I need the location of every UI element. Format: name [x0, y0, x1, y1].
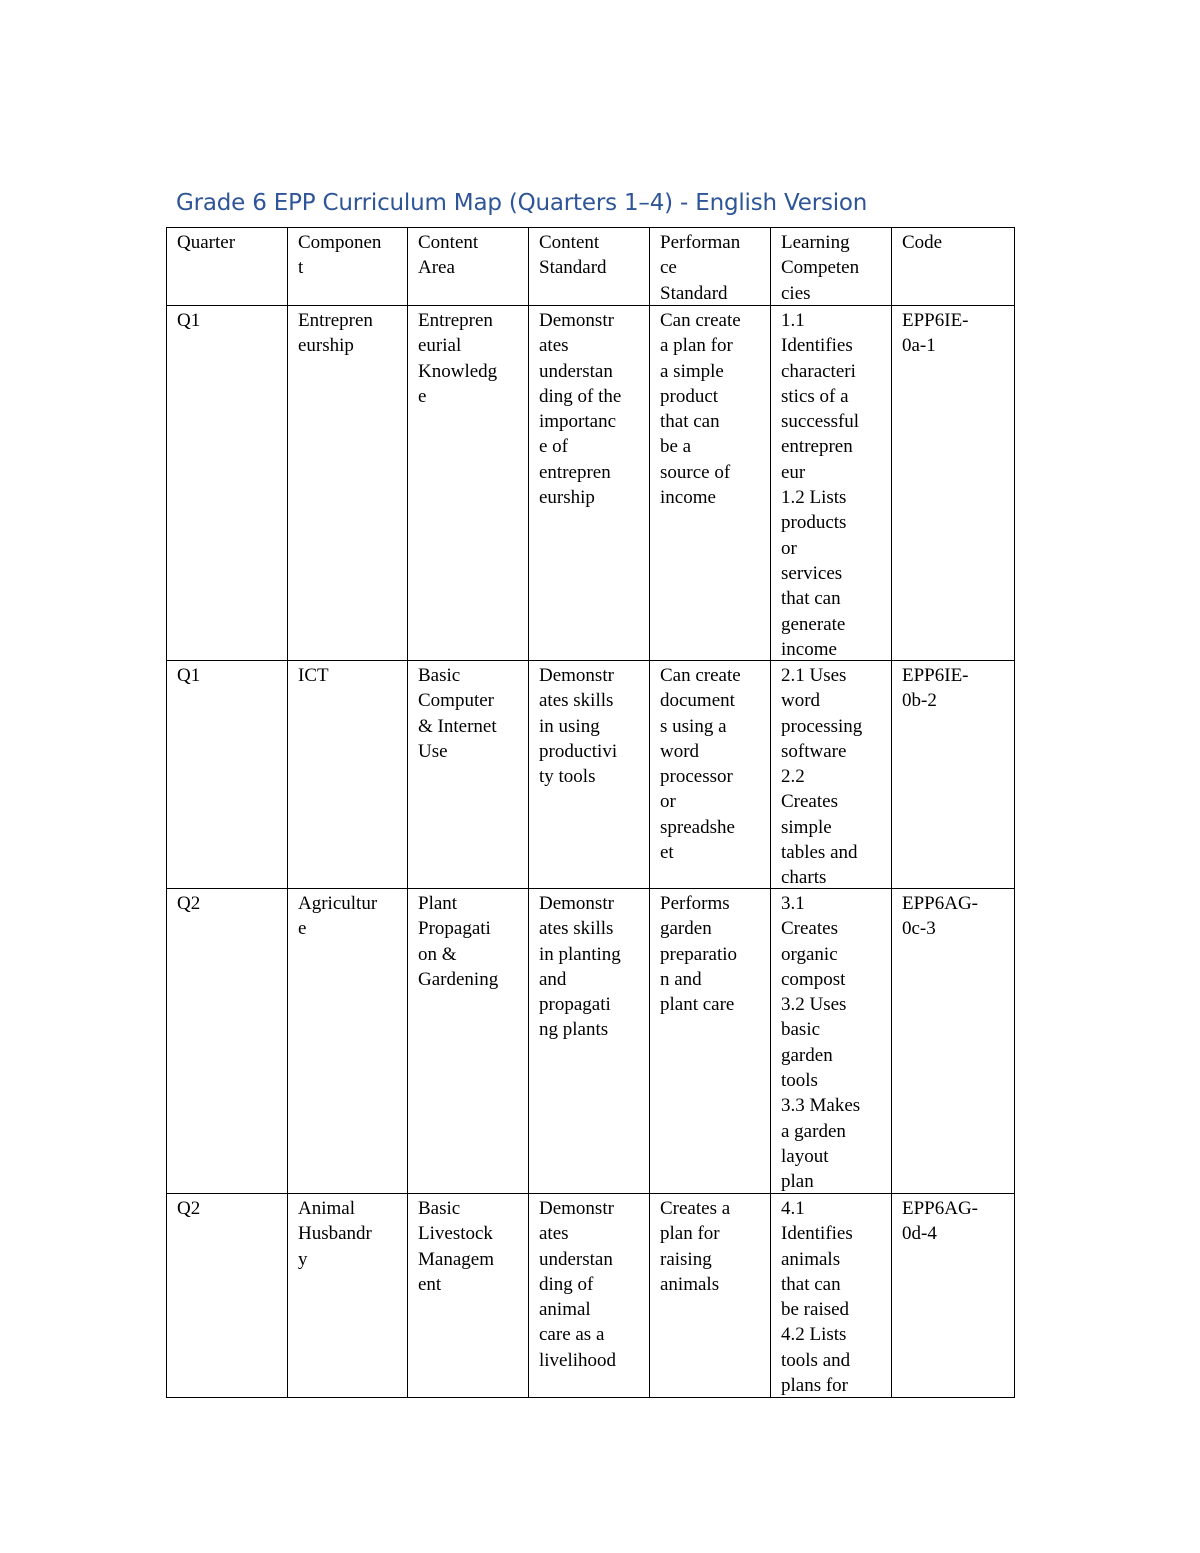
- cell-learning-competencies-line: word: [781, 690, 821, 712]
- cell-content-standard-line: Demonstr: [539, 1198, 614, 1219]
- cell-performance-standard-line: processor: [660, 766, 733, 788]
- cell-performance-standard-line: garden: [660, 918, 712, 940]
- cell-learning-competencies-line: tables and: [781, 842, 858, 864]
- cell-content-standard-line: entrepren: [539, 461, 611, 483]
- cell-content-area-line: e: [418, 385, 427, 407]
- cell-learning-competencies-line: processing: [781, 715, 863, 737]
- cell-content-standard: [529, 306, 650, 661]
- header-quarter-line: Quarter: [177, 232, 236, 253]
- cell-learning-competencies-line: eur: [781, 461, 806, 483]
- cell-code-line: EPP6IE-: [902, 665, 969, 686]
- cell-content-area-line: Plant: [418, 893, 458, 914]
- header-learning-competencies-line: Learning: [781, 232, 850, 253]
- cell-code-line: 0b-2: [902, 690, 937, 712]
- cell-learning-competencies-line: 1.2 Lists: [781, 487, 847, 509]
- cell-content-area: [408, 889, 529, 1194]
- cell-content-standard-line: animal: [539, 1299, 591, 1321]
- cell-learning-competencies-line: 3.3 Makes: [781, 1095, 861, 1117]
- cell-content-standard-line: in planting: [539, 943, 621, 965]
- cell-content-area-line: Livestock: [418, 1223, 493, 1245]
- cell-learning-competencies-line: Identifies: [781, 335, 853, 357]
- cell-performance-standard-line: Can create: [660, 665, 741, 686]
- cell-performance-standard-line: animals: [660, 1273, 720, 1295]
- cell-performance-standard-line: be a: [660, 436, 692, 458]
- cell-learning-competencies-line: basic: [781, 1019, 821, 1041]
- cell-content-standard-line: ates: [539, 335, 569, 357]
- cell-content-area-line: Basic: [418, 665, 461, 686]
- cell-performance-standard: [650, 1194, 771, 1398]
- cell-learning-competencies-line: layout: [781, 1145, 829, 1167]
- cell-component-line: e: [298, 918, 307, 940]
- cell-content-standard: [529, 1194, 650, 1398]
- cell-content-area-line: Entrepren: [418, 310, 493, 331]
- cell-learning-competencies-line: services: [781, 562, 843, 584]
- cell-content-area-line: & Internet: [418, 715, 497, 737]
- cell-content-standard-line: livelihood: [539, 1349, 617, 1371]
- cell-content-area-line: Computer: [418, 690, 494, 712]
- cell-performance-standard-line: a plan for: [660, 335, 733, 357]
- header-performance-standard: [650, 228, 771, 306]
- header-performance-standard-line: Performan: [660, 232, 741, 253]
- cell-learning-competencies-line: Identifies: [781, 1223, 853, 1245]
- page-title: Grade 6 EPP Curriculum Map (Quarters 1–4) - English Version: [176, 190, 868, 216]
- cell-performance-standard-line: product: [660, 385, 719, 407]
- header-component: [288, 228, 408, 306]
- cell-content-standard-line: propagati: [539, 994, 611, 1016]
- cell-learning-competencies-line: animals: [781, 1248, 841, 1270]
- cell-quarter: [167, 1194, 288, 1398]
- cell-learning-competencies-line: tools and: [781, 1349, 851, 1371]
- cell-performance-standard-line: plant care: [660, 994, 735, 1016]
- cell-learning-competencies-line: 3.2 Uses: [781, 994, 847, 1016]
- cell-performance-standard-line: income: [660, 487, 716, 509]
- cell-performance-standard-line: et: [660, 842, 674, 864]
- cell-learning-competencies-line: income: [781, 638, 837, 660]
- cell-content-standard-line: ding of the: [539, 385, 622, 407]
- header-performance-standard-line: ce: [660, 257, 677, 279]
- cell-content-area-line: Gardening: [418, 968, 499, 990]
- cell-content-area-line: Use: [418, 740, 448, 762]
- cell-content-area-line: eurial: [418, 335, 462, 357]
- table-row: [167, 889, 1015, 1194]
- cell-performance-standard-line: a simple: [660, 360, 724, 382]
- cell-component-line: Entrepren: [298, 310, 373, 331]
- cell-code: [892, 889, 1015, 1194]
- cell-content-area-line: Propagati: [418, 918, 491, 940]
- cell-learning-competencies-line: charts: [781, 867, 827, 888]
- cell-code: [892, 661, 1015, 889]
- cell-learning-competencies-line: that can: [781, 588, 841, 610]
- cell-learning-competencies-line: 3.1: [781, 893, 805, 914]
- cell-content-standard-line: ng plants: [539, 1019, 609, 1041]
- cell-performance-standard-line: Performs: [660, 893, 730, 914]
- cell-learning-competencies-line: entrepren: [781, 436, 853, 458]
- cell-content-standard: [529, 889, 650, 1194]
- cell-code: [892, 1194, 1015, 1398]
- cell-content-standard-line: in using: [539, 715, 600, 737]
- cell-component-line: Husbandr: [298, 1223, 372, 1245]
- header-performance-standard-line: Standard: [660, 282, 728, 304]
- header-code: [892, 228, 1015, 306]
- cell-component: [288, 661, 408, 889]
- header-content-standard-line: Content: [539, 232, 600, 253]
- cell-quarter-line: Q2: [177, 1198, 201, 1219]
- cell-learning-competencies-line: plans for: [781, 1375, 849, 1397]
- cell-performance-standard-line: source of: [660, 461, 731, 483]
- cell-content-standard-line: productivi: [539, 740, 618, 762]
- header-content-standard-line: Standard: [539, 257, 607, 279]
- header-learning-competencies-line: Competen: [781, 257, 860, 279]
- cell-learning-competencies-line: 2.2: [781, 766, 805, 788]
- cell-performance-standard-line: that can: [660, 411, 720, 433]
- cell-content-standard-line: ates skills: [539, 690, 614, 712]
- header-content-area-line: Content: [418, 232, 479, 253]
- cell-content-standard: [529, 661, 650, 889]
- cell-content-area: [408, 1194, 529, 1398]
- header-learning-competencies-line: cies: [781, 282, 811, 304]
- cell-performance-standard: [650, 306, 771, 661]
- table-row: [167, 661, 1015, 889]
- cell-performance-standard: [650, 661, 771, 889]
- cell-component-line: ICT: [298, 665, 329, 686]
- cell-quarter: [167, 661, 288, 889]
- cell-content-area-line: Basic: [418, 1198, 461, 1219]
- cell-learning-competencies: [771, 889, 892, 1194]
- cell-learning-competencies-line: products: [781, 512, 847, 534]
- header-content-area-line: Area: [418, 257, 455, 279]
- cell-content-standard-line: eurship: [539, 487, 595, 509]
- cell-performance-standard-line: n and: [660, 968, 702, 990]
- header-component-line: t: [298, 257, 304, 279]
- cell-component-line: y: [298, 1248, 308, 1270]
- cell-code-line: 0a-1: [902, 335, 936, 357]
- cell-content-standard-line: ty tools: [539, 766, 596, 788]
- cell-quarter: [167, 306, 288, 661]
- cell-content-standard-line: Demonstr: [539, 310, 614, 331]
- cell-learning-competencies-line: 1.1: [781, 310, 805, 331]
- cell-code-line: 0c-3: [902, 918, 936, 940]
- cell-performance-standard-line: spreadshe: [660, 816, 735, 838]
- cell-learning-competencies: [771, 306, 892, 661]
- cell-content-standard-line: understan: [539, 1248, 613, 1270]
- cell-content-standard-line: Demonstr: [539, 665, 614, 686]
- cell-learning-competencies-line: organic: [781, 943, 838, 965]
- cell-component-line: eurship: [298, 335, 354, 357]
- cell-performance-standard-line: raising: [660, 1248, 712, 1270]
- cell-learning-competencies: [771, 661, 892, 889]
- header-content-standard: [529, 228, 650, 306]
- cell-learning-competencies-line: successful: [781, 411, 860, 433]
- cell-content-area: [408, 661, 529, 889]
- cell-performance-standard: [650, 889, 771, 1194]
- cell-performance-standard-line: preparatio: [660, 943, 738, 965]
- cell-content-area-line: Knowledg: [418, 360, 498, 382]
- cell-quarter: [167, 889, 288, 1194]
- cell-quarter-line: Q1: [177, 310, 201, 331]
- cell-learning-competencies-line: characteri: [781, 360, 856, 382]
- header-content-area: [408, 228, 529, 306]
- cell-content-standard-line: importanc: [539, 411, 617, 433]
- cell-learning-competencies: [771, 1194, 892, 1398]
- cell-performance-standard-line: Can create: [660, 310, 741, 331]
- cell-content-area-line: ent: [418, 1273, 442, 1295]
- cell-learning-competencies-line: a garden: [781, 1120, 846, 1142]
- cell-learning-competencies-line: software: [781, 740, 847, 762]
- header-component-line: Componen: [298, 232, 382, 253]
- cell-learning-competencies-line: generate: [781, 613, 846, 635]
- cell-component: [288, 306, 408, 661]
- cell-component: [288, 889, 408, 1194]
- cell-content-standard-line: ding of: [539, 1273, 594, 1295]
- cell-performance-standard-line: word: [660, 740, 700, 762]
- cell-learning-competencies-line: Creates: [781, 918, 838, 940]
- cell-component: [288, 1194, 408, 1398]
- cell-learning-competencies-line: compost: [781, 968, 846, 990]
- cell-content-area: [408, 306, 529, 661]
- table-row: [167, 1194, 1015, 1398]
- cell-code-line: 0d-4: [902, 1223, 937, 1245]
- cell-quarter-line: Q1: [177, 665, 201, 686]
- cell-content-standard-line: ates: [539, 1223, 569, 1245]
- cell-learning-competencies-line: garden: [781, 1044, 833, 1066]
- cell-performance-standard-line: s using a: [660, 715, 727, 737]
- cell-code-line: EPP6IE-: [902, 310, 969, 331]
- cell-code-line: EPP6AG-: [902, 893, 979, 914]
- cell-content-area-line: Managem: [418, 1248, 494, 1270]
- cell-component-line: Agricultur: [298, 893, 378, 914]
- cell-content-standard-line: understan: [539, 360, 613, 382]
- cell-content-standard-line: ates skills: [539, 918, 614, 940]
- cell-content-standard-line: e of: [539, 436, 569, 458]
- cell-code: [892, 306, 1015, 661]
- cell-content-standard-line: Demonstr: [539, 893, 614, 914]
- cell-component-line: Animal: [298, 1198, 355, 1219]
- cell-learning-competencies-line: 4.1: [781, 1198, 805, 1219]
- cell-performance-standard-line: plan for: [660, 1223, 720, 1245]
- cell-content-standard-line: and: [539, 968, 567, 990]
- cell-learning-competencies-line: or: [781, 537, 797, 559]
- cell-content-standard-line: care as a: [539, 1324, 605, 1346]
- cell-learning-competencies-line: plan: [781, 1171, 814, 1193]
- header-row: [167, 228, 1015, 306]
- curriculum-table: [166, 227, 1015, 1398]
- cell-learning-competencies-line: tools: [781, 1070, 818, 1092]
- cell-learning-competencies-line: stics of a: [781, 385, 849, 407]
- header-learning-competencies: [771, 228, 892, 306]
- cell-content-area-line: on &: [418, 943, 457, 965]
- cell-learning-competencies-line: 2.1 Uses: [781, 665, 847, 686]
- header-quarter: [167, 228, 288, 306]
- table-row: [167, 306, 1015, 661]
- cell-performance-standard-line: document: [660, 690, 735, 712]
- cell-learning-competencies-line: be raised: [781, 1299, 850, 1321]
- cell-performance-standard-line: or: [660, 791, 676, 813]
- cell-learning-competencies-line: 4.2 Lists: [781, 1324, 847, 1346]
- cell-code-line: EPP6AG-: [902, 1198, 979, 1219]
- cell-learning-competencies-line: that can: [781, 1273, 841, 1295]
- cell-learning-competencies-line: Creates: [781, 791, 838, 813]
- cell-quarter-line: Q2: [177, 893, 201, 914]
- cell-learning-competencies-line: simple: [781, 816, 832, 838]
- header-code-line: Code: [902, 232, 943, 253]
- cell-performance-standard-line: Creates a: [660, 1198, 731, 1219]
